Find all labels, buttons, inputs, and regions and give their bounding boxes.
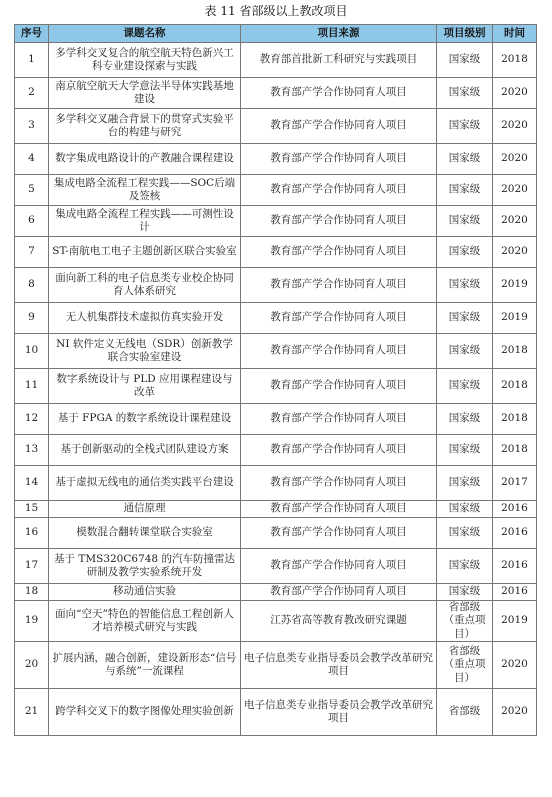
cell-source: 教育部产学合作协同育人项目	[241, 175, 437, 206]
cell-time: 2018	[493, 334, 537, 369]
table-row	[15, 404, 537, 435]
cell-time: 2020	[493, 175, 537, 206]
cell-level: 国家级	[437, 43, 493, 78]
cell-level: 国家级	[437, 268, 493, 303]
cell-source: 教育部产学合作协同育人项目	[241, 369, 437, 404]
cell-level: 国家级	[437, 435, 493, 466]
cell-level: 国家级	[437, 237, 493, 268]
cell-name: 南京航空航天大学意法半导体实践基地建设	[49, 78, 241, 109]
cell-time: 2020	[493, 109, 537, 144]
cell-name: 基于 TMS320C6748 的汽车防撞雷达研制及教学实验系统开发	[49, 549, 241, 584]
cell-time: 2019	[493, 303, 537, 334]
cell-level: 国家级	[437, 206, 493, 237]
cell-no: 7	[15, 237, 49, 268]
cell-name: 移动通信实验	[49, 584, 241, 601]
table-body	[15, 43, 537, 736]
cell-name: 数字集成电路设计的产教融合课程建设	[49, 144, 241, 175]
cell-no: 1	[15, 43, 49, 78]
cell-level: 国家级	[437, 303, 493, 334]
table-row	[15, 43, 537, 78]
cell-level: 国家级	[437, 144, 493, 175]
cell-source: 江苏省高等教育教改研究课题	[241, 601, 437, 642]
cell-level: 省部级	[437, 689, 493, 736]
cell-no: 6	[15, 206, 49, 237]
table-row	[15, 206, 537, 237]
cell-no: 5	[15, 175, 49, 206]
cell-source: 教育部产学合作协同育人项目	[241, 518, 437, 549]
cell-level: 国家级	[437, 466, 493, 501]
cell-source: 教育部产学合作协同育人项目	[241, 466, 437, 501]
cell-time: 2017	[493, 466, 537, 501]
cell-no: 12	[15, 404, 49, 435]
header-time: 时间	[493, 25, 537, 43]
header-source: 项目来源	[241, 25, 437, 43]
cell-source: 电子信息类专业指导委员会教学改革研究项目	[241, 642, 437, 689]
cell-level: 国家级	[437, 404, 493, 435]
cell-time: 2016	[493, 518, 537, 549]
header-name: 课题名称	[49, 25, 241, 43]
cell-name: 集成电路全流程工程实践——SOC后端及签核	[49, 175, 241, 206]
cell-level: 国家级	[437, 175, 493, 206]
table-row	[15, 268, 537, 303]
table-row	[15, 601, 537, 642]
cell-level: 国家级	[437, 334, 493, 369]
table-row	[15, 549, 537, 584]
table-row	[15, 689, 537, 736]
cell-name: 无人机集群技术虚拟仿真实验开发	[49, 303, 241, 334]
cell-level: 国家级	[437, 369, 493, 404]
cell-name: 模数混合翻转课堂联合实验室	[49, 518, 241, 549]
cell-no: 11	[15, 369, 49, 404]
cell-no: 4	[15, 144, 49, 175]
table-row	[15, 109, 537, 144]
table-row	[15, 435, 537, 466]
table-row	[15, 78, 537, 109]
cell-name: 集成电路全流程工程实践——可测性设计	[49, 206, 241, 237]
cell-name: ST-南航电工电子主题创新区联合实验室	[49, 237, 241, 268]
cell-time: 2020	[493, 206, 537, 237]
cell-no: 15	[15, 501, 49, 518]
cell-time: 2019	[493, 601, 537, 642]
table-row	[15, 303, 537, 334]
cell-level: 国家级	[437, 78, 493, 109]
cell-name: 基于创新驱动的全栈式团队建设方案	[49, 435, 241, 466]
cell-source: 教育部产学合作协同育人项目	[241, 206, 437, 237]
table-row	[15, 175, 537, 206]
cell-time: 2020	[493, 78, 537, 109]
cell-name: 基于 FPGA 的数字系统设计课程建设	[49, 404, 241, 435]
table-header-row	[15, 25, 537, 43]
cell-time: 2016	[493, 501, 537, 518]
cell-source: 教育部产学合作协同育人项目	[241, 334, 437, 369]
cell-level: 国家级	[437, 584, 493, 601]
cell-no: 8	[15, 268, 49, 303]
cell-name: 通信原理	[49, 501, 241, 518]
cell-name: 扩展内涵，融合创新，建设新形态“信号与系统”一流课程	[49, 642, 241, 689]
table-row	[15, 501, 537, 518]
cell-no: 17	[15, 549, 49, 584]
table-row	[15, 584, 537, 601]
table-row	[15, 237, 537, 268]
table-row	[15, 466, 537, 501]
header-level: 项目级别	[437, 25, 493, 43]
cell-time: 2018	[493, 369, 537, 404]
cell-no: 10	[15, 334, 49, 369]
cell-time: 2020	[493, 642, 537, 689]
cell-time: 2020	[493, 144, 537, 175]
cell-source: 电子信息类专业指导委员会教学改革研究项目	[241, 689, 437, 736]
cell-time: 2018	[493, 435, 537, 466]
cell-no: 2	[15, 78, 49, 109]
cell-no: 19	[15, 601, 49, 642]
cell-level: 省部级（重点项目）	[437, 601, 493, 642]
cell-source: 教育部产学合作协同育人项目	[241, 549, 437, 584]
cell-source: 教育部产学合作协同育人项目	[241, 501, 437, 518]
cell-time: 2019	[493, 268, 537, 303]
cell-name: NI 软件定义无线电（SDR）创新教学联合实验室建设	[49, 334, 241, 369]
cell-source: 教育部产学合作协同育人项目	[241, 237, 437, 268]
cell-time: 2016	[493, 584, 537, 601]
cell-source: 教育部产学合作协同育人项目	[241, 584, 437, 601]
cell-level: 国家级	[437, 109, 493, 144]
projects-table	[14, 24, 537, 736]
cell-time: 2020	[493, 689, 537, 736]
cell-time: 2018	[493, 43, 537, 78]
cell-name: 面向新工科的电子信息类专业校企协同育人体系研究	[49, 268, 241, 303]
cell-no: 3	[15, 109, 49, 144]
table-row	[15, 334, 537, 369]
table-row	[15, 642, 537, 689]
cell-level: 国家级	[437, 518, 493, 549]
cell-no: 13	[15, 435, 49, 466]
table-row	[15, 518, 537, 549]
cell-level: 国家级	[437, 501, 493, 518]
cell-name: 跨学科交叉下的数字图像处理实验创新	[49, 689, 241, 736]
cell-source: 教育部产学合作协同育人项目	[241, 435, 437, 466]
table-caption: 表 11 省部级以上教改项目	[204, 4, 348, 18]
cell-name: 面向“空天”特色的智能信息工程创新人才培养模式研究与实践	[49, 601, 241, 642]
cell-no: 14	[15, 466, 49, 501]
cell-level: 国家级	[437, 549, 493, 584]
cell-source: 教育部产学合作协同育人项目	[241, 404, 437, 435]
table-row	[15, 144, 537, 175]
cell-time: 2016	[493, 549, 537, 584]
table-row	[15, 369, 537, 404]
cell-level: 省部级（重点项目）	[437, 642, 493, 689]
cell-no: 20	[15, 642, 49, 689]
cell-name: 基于虚拟无线电的通信类实践平台建设	[49, 466, 241, 501]
cell-source: 教育部产学合作协同育人项目	[241, 303, 437, 334]
cell-no: 18	[15, 584, 49, 601]
cell-time: 2020	[493, 237, 537, 268]
cell-source: 教育部产学合作协同育人项目	[241, 78, 437, 109]
cell-time: 2018	[493, 404, 537, 435]
cell-source: 教育部产学合作协同育人项目	[241, 109, 437, 144]
cell-source: 教育部首批新工科研究与实践项目	[241, 43, 437, 78]
cell-name: 数字系统设计与 PLD 应用课程建设与改革	[49, 369, 241, 404]
cell-name: 多学科交叉复合的航空航天特色新兴工科专业建设探索与实践	[49, 43, 241, 78]
cell-source: 教育部产学合作协同育人项目	[241, 144, 437, 175]
cell-source: 教育部产学合作协同育人项目	[241, 268, 437, 303]
cell-name: 多学科交叉融合背景下的贯穿式实验平台的构建与研究	[49, 109, 241, 144]
cell-no: 21	[15, 689, 49, 736]
header-no: 序号	[15, 25, 49, 43]
cell-no: 16	[15, 518, 49, 549]
cell-no: 9	[15, 303, 49, 334]
